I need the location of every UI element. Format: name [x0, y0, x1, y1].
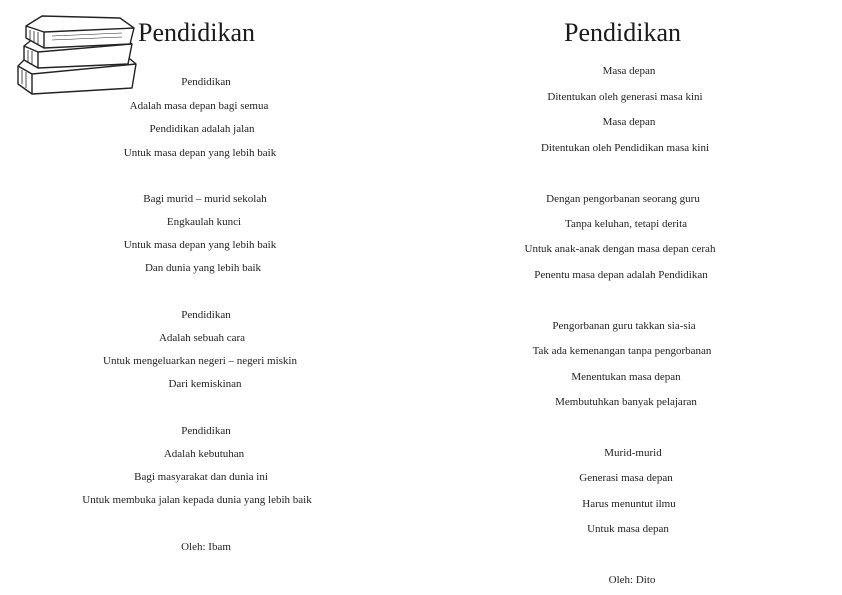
poem-line: Dengan pengorbanan seorang guru [546, 193, 700, 205]
books-stack-icon [12, 8, 142, 98]
poem-line: Ditentukan oleh Pendidikan masa kini [540, 142, 710, 154]
poem-line: Membutuhkan banyak pelajaran [555, 396, 697, 408]
poem-line: Bagi murid – murid sekolah [143, 193, 267, 205]
poem-line: Masa depan [602, 116, 656, 128]
poem-line: Pendidikan [181, 76, 231, 88]
poem-line: Untuk masa depan yang lebih baik [123, 147, 277, 159]
poem-line: Pendidikan [181, 425, 231, 437]
poem-line: Masa depan [602, 65, 656, 77]
poem-line: Pendidikan [181, 309, 231, 321]
poem-line: Untuk anak-anak dengan masa depan cerah [524, 243, 716, 255]
poem-line: Pendidikan adalah jalan [149, 123, 255, 135]
poem-line: Untuk masa depan yang lebih baik [123, 239, 277, 251]
right-poem-title: Pendidikan [564, 18, 681, 47]
poem-line: Untuk mengeluarkan negeri – negeri miskin [103, 355, 297, 367]
poem-line: Harus menuntut ilmu [582, 498, 676, 510]
left-poem-title: Pendidikan [138, 18, 255, 47]
poem-line: Menentukan masa depan [571, 371, 681, 383]
poem-line: Tak ada kemenangan tanpa pengorbanan [532, 345, 712, 357]
poem-line: Dari kemiskinan [168, 378, 242, 390]
poem-line: Engkaulah kunci [166, 216, 242, 228]
poem-line: Penentu masa depan adalah Pendidikan [534, 269, 708, 281]
poem-author: Oleh: Ibam [181, 541, 231, 553]
poem-line: Untuk membuka jalan kepada dunia yang lebih baik [82, 494, 312, 506]
poem-line: Tanpa keluhan, tetapi derita [564, 218, 688, 230]
poem-line: Adalah sebuah cara [158, 332, 246, 344]
poem-line: Murid-murid [604, 447, 662, 459]
poem-line: Adalah kebutuhan [163, 448, 245, 460]
poem-line: Pengorbanan guru takkan sia-sia [552, 320, 696, 332]
poem-line: Dan dunia yang lebih baik [144, 262, 262, 274]
poem-author: Oleh: Dito [608, 574, 656, 586]
poem-line: Bagi masyarakat dan dunia ini [134, 471, 268, 483]
poem-line: Adalah masa depan bagi semua [129, 100, 269, 112]
poem-line: Untuk masa depan [587, 523, 669, 535]
poem-line: Ditentukan oleh generasi masa kini [547, 91, 703, 103]
poem-line: Generasi masa depan [579, 472, 673, 484]
